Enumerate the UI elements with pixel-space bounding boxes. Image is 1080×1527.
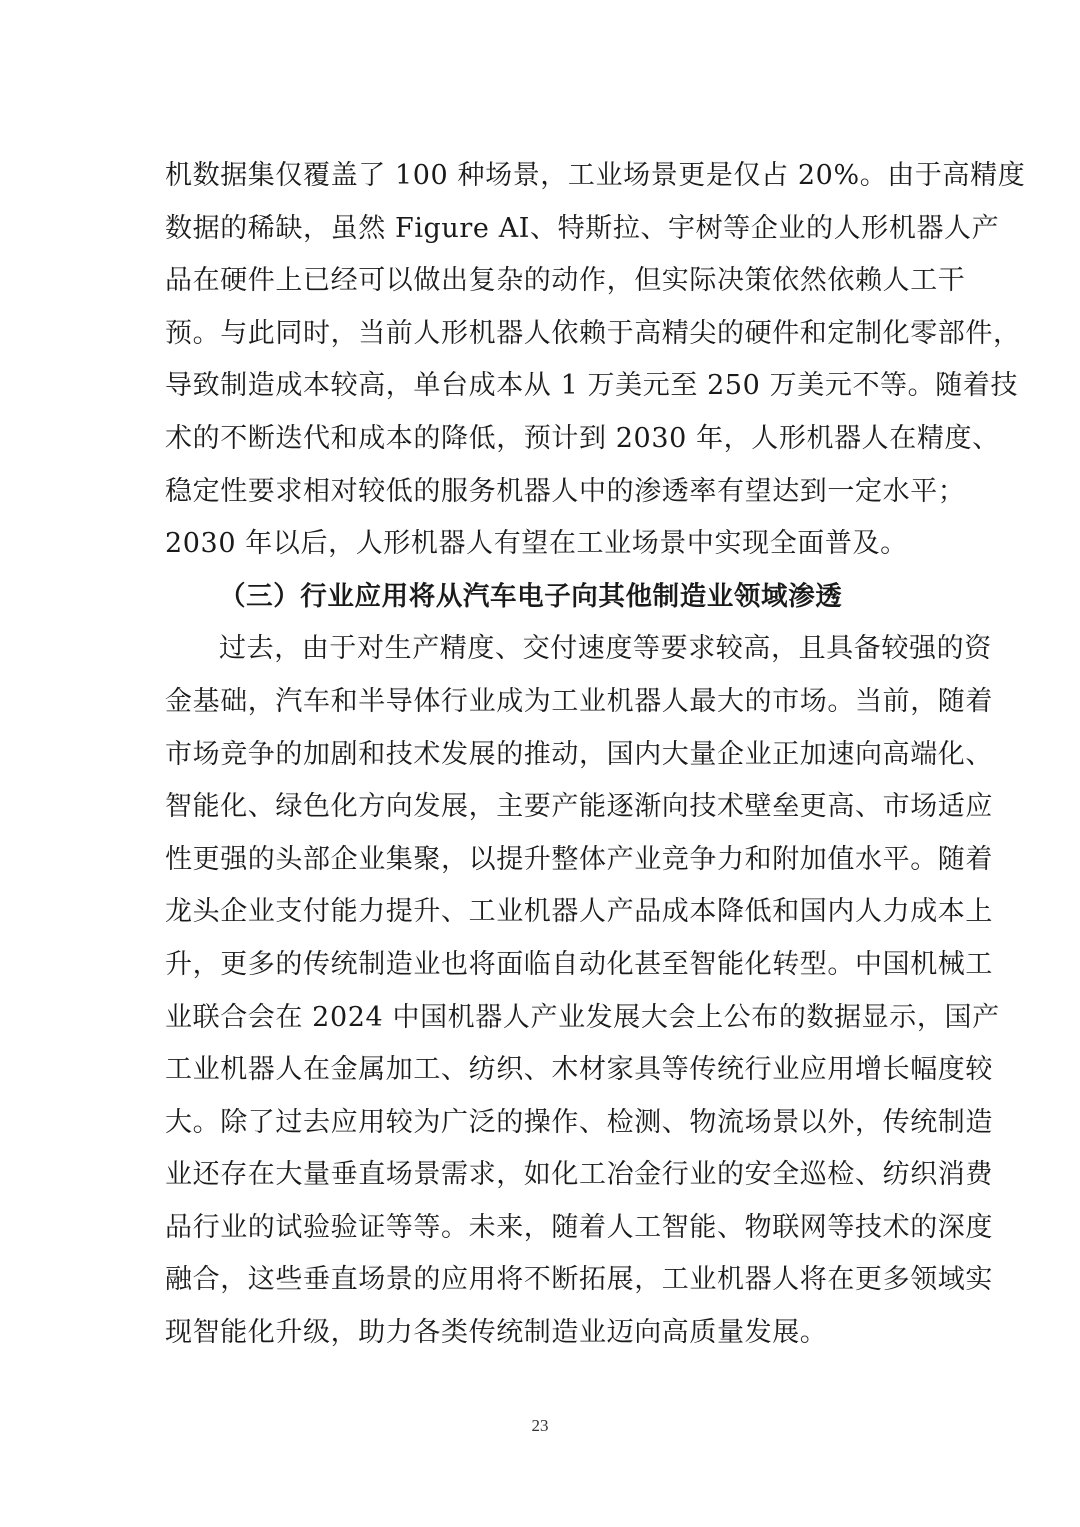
text-line: 导致制造成本较高，单台成本从 1 万美元至 250 万美元不等。随着技 (165, 370, 1019, 402)
text-line: 性更强的头部企业集聚，以提升整体产业竞争力和附加值水平。随着 (165, 843, 993, 875)
text-line: 2030 年以后，人形机器人有望在工业场景中实现全面普及。 (165, 528, 908, 560)
text-line: 品行业的试验验证等等。未来，随着人工智能、物联网等技术的深度 (165, 1211, 993, 1243)
text-line: 金基础，汽车和半导体行业成为工业机器人最大的市场。当前，随着 (165, 685, 993, 717)
text-line: 现智能化升级，助力各类传统制造业迈向高质量发展。 (165, 1317, 828, 1349)
paragraph-continuation (165, 150, 1026, 1360)
text-line: 智能化、绿色化方向发展，主要产能逐渐向技术壁垒更高、市场适应 (165, 791, 993, 823)
section-heading: （三）行业应用将从汽车电子向其他制造业领域渗透 (219, 580, 843, 612)
text-line: 工业机器人在金属加工、纺织、木材家具等传统行业应用增长幅度较 (165, 1054, 993, 1086)
text-line: 业还存在大量垂直场景需求，如化工冶金行业的安全巡检、纺织消费 (165, 1159, 993, 1191)
text-line: 稳定性要求相对较低的服务机器人中的渗透率有望达到一定水平； (165, 475, 966, 507)
text-line: 业联合会在 2024 中国机器人产业发展大会上公布的数据显示，国产 (165, 1001, 1000, 1033)
text-line: 升，更多的传统制造业也将面临自动化甚至智能化转型。中国机械工 (165, 948, 993, 980)
text-line: 过去，由于对生产精度、交付速度等要求较高，且具备较强的资 (219, 633, 992, 665)
text-line: 大。除了过去应用较为广泛的操作、检测、物流场景以外，传统制造 (165, 1106, 993, 1138)
text-line: 术的不断迭代和成本的降低，预计到 2030 年，人形机器人在精度、 (165, 422, 1000, 454)
text-line: 品在硬件上已经可以做出复杂的动作，但实际决策依然依赖人工干 (165, 265, 966, 297)
page-number: 23 (531, 1416, 549, 1435)
text-line: 龙头企业支付能力提升、工业机器人产品成本降低和国内人力成本上 (165, 896, 993, 928)
text-line: 预。与此同时，当前人形机器人依赖于高精尖的硬件和定制化零部件， (165, 317, 1021, 349)
text-line: 数据的稀缺，虽然 Figure AI、特斯拉、宇树等企业的人形机器人产 (165, 212, 1000, 244)
text-line: 机数据集仅覆盖了 100 种场景，工业场景更是仅占 20%。由于高精度 (165, 160, 1026, 191)
text-line: 融合，这些垂直场景的应用将不断拓展，工业机器人将在更多领域实 (165, 1264, 993, 1296)
text-line: 市场竞争的加剧和技术发展的推动，国内大量企业正加速向高端化、 (165, 738, 993, 770)
